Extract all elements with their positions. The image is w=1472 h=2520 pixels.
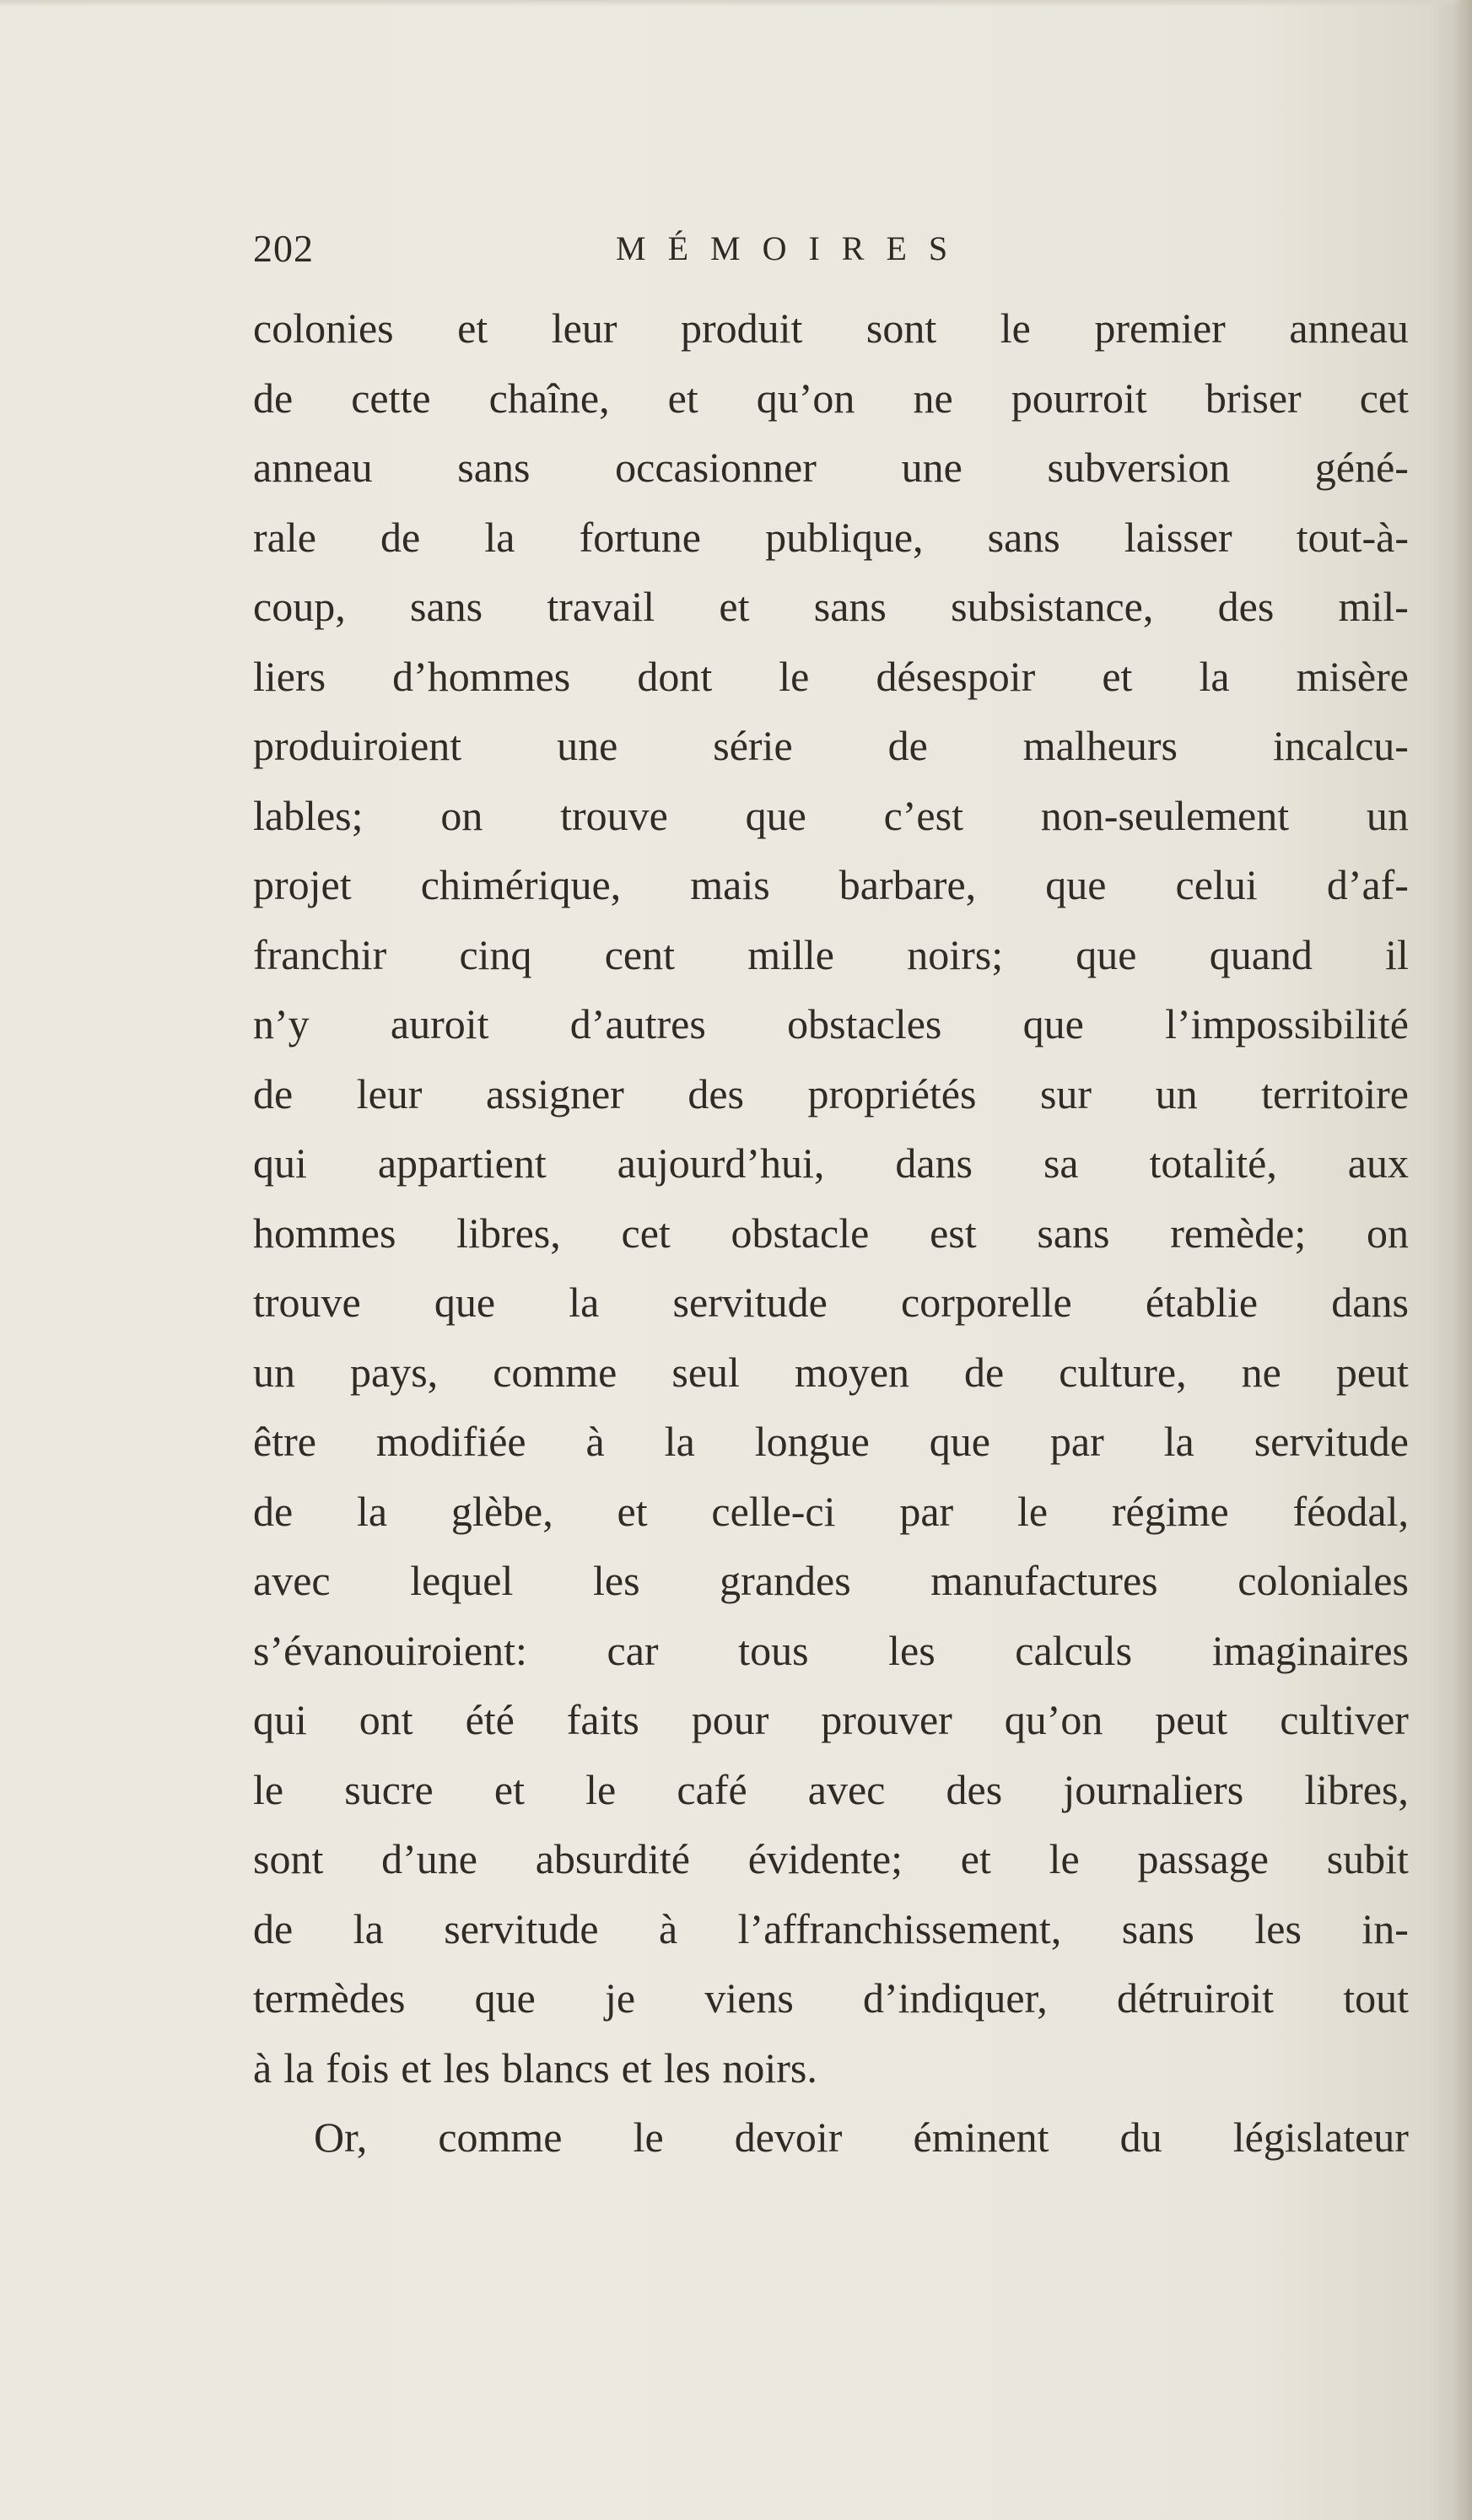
word: d’autres (569, 1000, 706, 1047)
word: l’impossibilité (1165, 1000, 1409, 1047)
running-head (253, 219, 1417, 278)
word: remède; (1170, 1209, 1307, 1257)
word: avec (807, 1765, 886, 1813)
word: noirs. (722, 2043, 817, 2092)
text-line (253, 1477, 1409, 1547)
word: colonies (253, 304, 394, 352)
word: sans (813, 583, 887, 630)
word: que (929, 1418, 990, 1465)
text-line (253, 989, 1409, 1059)
word: et (457, 304, 488, 352)
word: franchir (253, 930, 387, 978)
word: premier (1094, 304, 1226, 352)
word: sur (1039, 1069, 1092, 1117)
word: cet (621, 1209, 671, 1257)
word: leur (356, 1069, 423, 1117)
word: qui (253, 1139, 307, 1187)
word: lables; (253, 791, 364, 839)
word: mille (747, 930, 834, 978)
text-line (253, 850, 1409, 920)
word: éminent (913, 2113, 1049, 2161)
word: que (1022, 1000, 1084, 1047)
word: la (1163, 1418, 1194, 1465)
word: café (677, 1765, 747, 1813)
word: est (930, 1209, 977, 1257)
word: cette (351, 374, 431, 422)
word: trouve (253, 1279, 361, 1326)
word: je (605, 1974, 636, 2022)
word: et (617, 1487, 648, 1535)
word: on (1366, 1209, 1409, 1257)
word: corporelle (901, 1279, 1072, 1326)
word: ne (913, 374, 953, 422)
word: pour (691, 1696, 769, 1743)
word: publique, (765, 513, 924, 561)
word: c’est (883, 791, 963, 839)
word: viens (704, 1974, 794, 2022)
word: occasionner (615, 444, 817, 491)
word: subsistance, (951, 583, 1154, 630)
word: le (1049, 1835, 1080, 1882)
word: qui (253, 1696, 307, 1743)
word: la (484, 513, 515, 561)
word: celle-ci (711, 1487, 836, 1535)
word: que (434, 1279, 496, 1326)
word: d’une (381, 1835, 477, 1882)
word: une (557, 722, 618, 769)
word: modifiée (375, 1418, 526, 1465)
word: barbare, (838, 861, 977, 908)
word: à (585, 1418, 605, 1465)
word: établie (1145, 1279, 1259, 1326)
word: avec (253, 1557, 331, 1604)
word: à (253, 2043, 272, 2092)
word: quand (1209, 930, 1313, 978)
word: des (1217, 583, 1275, 630)
word: il (1385, 930, 1409, 978)
word: mais (690, 861, 770, 908)
word: aujourd’hui, (617, 1139, 825, 1187)
word: féodal, (1292, 1487, 1409, 1535)
text-line (253, 1128, 1409, 1198)
word: qu’on (1004, 1696, 1103, 1743)
word: de (380, 513, 421, 561)
word: d’indiquer, (863, 1974, 1048, 2022)
word: trouve (560, 791, 668, 839)
word: briser (1205, 374, 1302, 422)
word: hommes (253, 1209, 396, 1257)
word: coloniales (1237, 1557, 1409, 1604)
word: rale (253, 513, 316, 561)
text-line (253, 1338, 1409, 1408)
text-line (253, 433, 1409, 503)
word: seul (671, 1348, 740, 1396)
word: sans (1121, 1904, 1194, 1952)
word: dans (1331, 1279, 1409, 1326)
word: imaginaires (1211, 1626, 1409, 1674)
word: peut (1335, 1348, 1409, 1396)
word: et (960, 1835, 991, 1882)
word: des (687, 1069, 744, 1117)
word: par (1049, 1418, 1104, 1465)
word: fois (326, 2043, 390, 2092)
word: blancs (501, 2043, 610, 2092)
word: de (253, 1487, 294, 1535)
text-line (253, 1685, 1409, 1755)
word: le (585, 1765, 617, 1813)
word: devoir (734, 2113, 843, 2161)
word: moyen (794, 1348, 910, 1396)
text-line (253, 642, 1409, 712)
word: mil- (1338, 583, 1409, 630)
word: et (667, 374, 698, 422)
word: misère (1296, 652, 1409, 700)
text-line (253, 1546, 1409, 1616)
word: anneau (1289, 304, 1409, 352)
page-edge-shadow (1453, 0, 1472, 2520)
word: et (719, 583, 750, 630)
word: malheurs (1022, 722, 1178, 769)
word: aux (1347, 1139, 1409, 1187)
word: la (1199, 652, 1230, 700)
word: cent (604, 930, 676, 978)
word: dans (895, 1139, 973, 1187)
word: obstacles (787, 1000, 942, 1047)
word: été (465, 1696, 515, 1743)
word: la (664, 1418, 695, 1465)
word: du (1119, 2113, 1162, 2161)
word: la (353, 1904, 384, 1952)
word: détruiroit (1116, 1974, 1275, 2022)
word: un (1366, 791, 1409, 839)
word: peut (1155, 1696, 1228, 1743)
text-line (253, 1824, 1409, 1894)
word: grandes (720, 1557, 851, 1604)
word: de (253, 1069, 294, 1117)
word: la (283, 2043, 315, 2092)
word: la (357, 1487, 388, 1535)
word: libres, (1304, 1765, 1409, 1813)
word: le (779, 652, 810, 700)
word: non-seulement (1040, 791, 1290, 839)
word: anneau (253, 444, 373, 491)
word: laisser (1124, 513, 1232, 561)
word: sans (457, 444, 531, 491)
word: ont (359, 1696, 413, 1743)
word: de (887, 722, 928, 769)
word: à (658, 1904, 678, 1952)
word: de (253, 374, 294, 422)
word: de (964, 1348, 1005, 1396)
word: sa (1043, 1139, 1079, 1187)
word: leur (551, 304, 617, 352)
word: évidente; (747, 1835, 903, 1882)
word: tous (738, 1626, 809, 1674)
word: tout-à- (1296, 513, 1409, 561)
word: un (1155, 1069, 1198, 1117)
word: et (1102, 652, 1133, 700)
word: sans (1037, 1209, 1110, 1257)
text-line (253, 293, 1409, 363)
word: in- (1361, 1904, 1409, 1952)
word: cet (1359, 374, 1409, 422)
text-line (253, 781, 1409, 851)
word: chimérique, (420, 861, 622, 908)
word: qu’on (756, 374, 855, 422)
word: législateur (1232, 2113, 1409, 2161)
word: obstacle (731, 1209, 870, 1257)
text-line (253, 711, 1409, 781)
word: produit (680, 304, 803, 352)
word: l’affranchissement, (737, 1904, 1062, 1952)
word: les (593, 1557, 640, 1604)
word: les (443, 2043, 490, 2092)
word: longue (754, 1418, 870, 1465)
word: sont (253, 1835, 324, 1882)
word: le (1017, 1487, 1049, 1535)
word: d’af- (1326, 861, 1409, 908)
word: journaliers (1063, 1765, 1244, 1813)
word: désespoir (876, 652, 1036, 700)
word: sont (865, 304, 937, 352)
text-line (253, 920, 1409, 990)
body-text (253, 293, 1409, 2173)
word: régime (1111, 1487, 1229, 1535)
text-line (253, 503, 1409, 573)
word: tout (1343, 1974, 1409, 2022)
word: comme (438, 2113, 563, 2161)
word: géné- (1314, 444, 1409, 491)
word: des (946, 1765, 1003, 1813)
word: liers (253, 652, 326, 700)
word: sucre (344, 1765, 434, 1813)
page-number: 202 (253, 227, 314, 270)
word: et (621, 2043, 652, 2092)
word: que (1045, 861, 1107, 908)
word: être (253, 1418, 316, 1465)
word: servitude (444, 1904, 599, 1952)
word: absurdité (535, 1835, 690, 1882)
word: noirs; (907, 930, 1004, 978)
word: que (745, 791, 806, 839)
text-line (253, 1407, 1409, 1477)
word: auroit (390, 1000, 489, 1047)
word: travail (547, 583, 655, 630)
word: passage (1137, 1835, 1269, 1882)
word: sans (409, 583, 483, 630)
word: série (713, 722, 793, 769)
word: termèdes (253, 1974, 406, 2022)
text-line (253, 1616, 1409, 1686)
word: culture, (1059, 1348, 1187, 1396)
word: manufactures (930, 1557, 1158, 1604)
word: d’hommes (392, 652, 571, 700)
word: assigner (485, 1069, 624, 1117)
text-line (253, 1963, 1409, 2033)
word: de (253, 1904, 294, 1952)
word: Or, (314, 2113, 368, 2161)
word: le (253, 1765, 284, 1813)
text-line (253, 1059, 1409, 1129)
word: on (440, 791, 483, 839)
text-line-paragraph-end (253, 2033, 1409, 2103)
word: le (1000, 304, 1031, 352)
word: calculs (1015, 1626, 1133, 1674)
word: la (569, 1279, 600, 1326)
word: celui (1175, 861, 1258, 908)
word: cinq (459, 930, 532, 978)
word: et (493, 1765, 525, 1813)
word: n’y (253, 1000, 310, 1047)
word: les (888, 1626, 936, 1674)
word: incalcu- (1272, 722, 1409, 769)
text-line (253, 572, 1409, 642)
word: appartient (377, 1139, 547, 1187)
word: une (901, 444, 962, 491)
word: que (474, 1974, 536, 2022)
word: sans (987, 513, 1060, 561)
word: pays, (350, 1348, 439, 1396)
word: pourroit (1011, 374, 1147, 422)
word: comme (493, 1348, 617, 1396)
word: ne (1241, 1348, 1281, 1396)
word: produiroient (253, 722, 462, 769)
text-line (253, 1894, 1409, 1964)
word: chaîne, (488, 374, 610, 422)
word: que (1076, 930, 1137, 978)
word: libres, (456, 1209, 561, 1257)
word: projet (253, 861, 352, 908)
word: les (1254, 1904, 1302, 1952)
word: propriétés (807, 1069, 977, 1117)
word: par (899, 1487, 954, 1535)
word: glèbe, (450, 1487, 553, 1535)
word: servitude (672, 1279, 828, 1326)
word: le (633, 2113, 664, 2161)
word: servitude (1254, 1418, 1409, 1465)
word: dont (637, 652, 713, 700)
page-top-edge (0, 0, 1472, 7)
text-line (253, 1198, 1409, 1268)
word: territoire (1261, 1069, 1409, 1117)
word: fortune (579, 513, 701, 561)
word: les (663, 2043, 711, 2092)
text-line-paragraph-start (253, 2103, 1409, 2173)
word: lequel (410, 1557, 514, 1604)
word: cultiver (1280, 1696, 1409, 1743)
word: totalité, (1149, 1139, 1277, 1187)
word: faits (566, 1696, 639, 1743)
text-line (253, 363, 1409, 433)
word: coup, (253, 583, 346, 630)
word: un (253, 1348, 295, 1396)
header-title: MÉMOIRES (616, 229, 970, 267)
word: et (401, 2043, 432, 2092)
word: prouver (821, 1696, 952, 1743)
word: subversion (1047, 444, 1231, 491)
word: s’évanouiroient: (253, 1626, 527, 1674)
word: car (607, 1626, 659, 1674)
text-line (253, 1755, 1409, 1825)
word: subit (1326, 1835, 1409, 1882)
text-line (253, 1268, 1409, 1338)
